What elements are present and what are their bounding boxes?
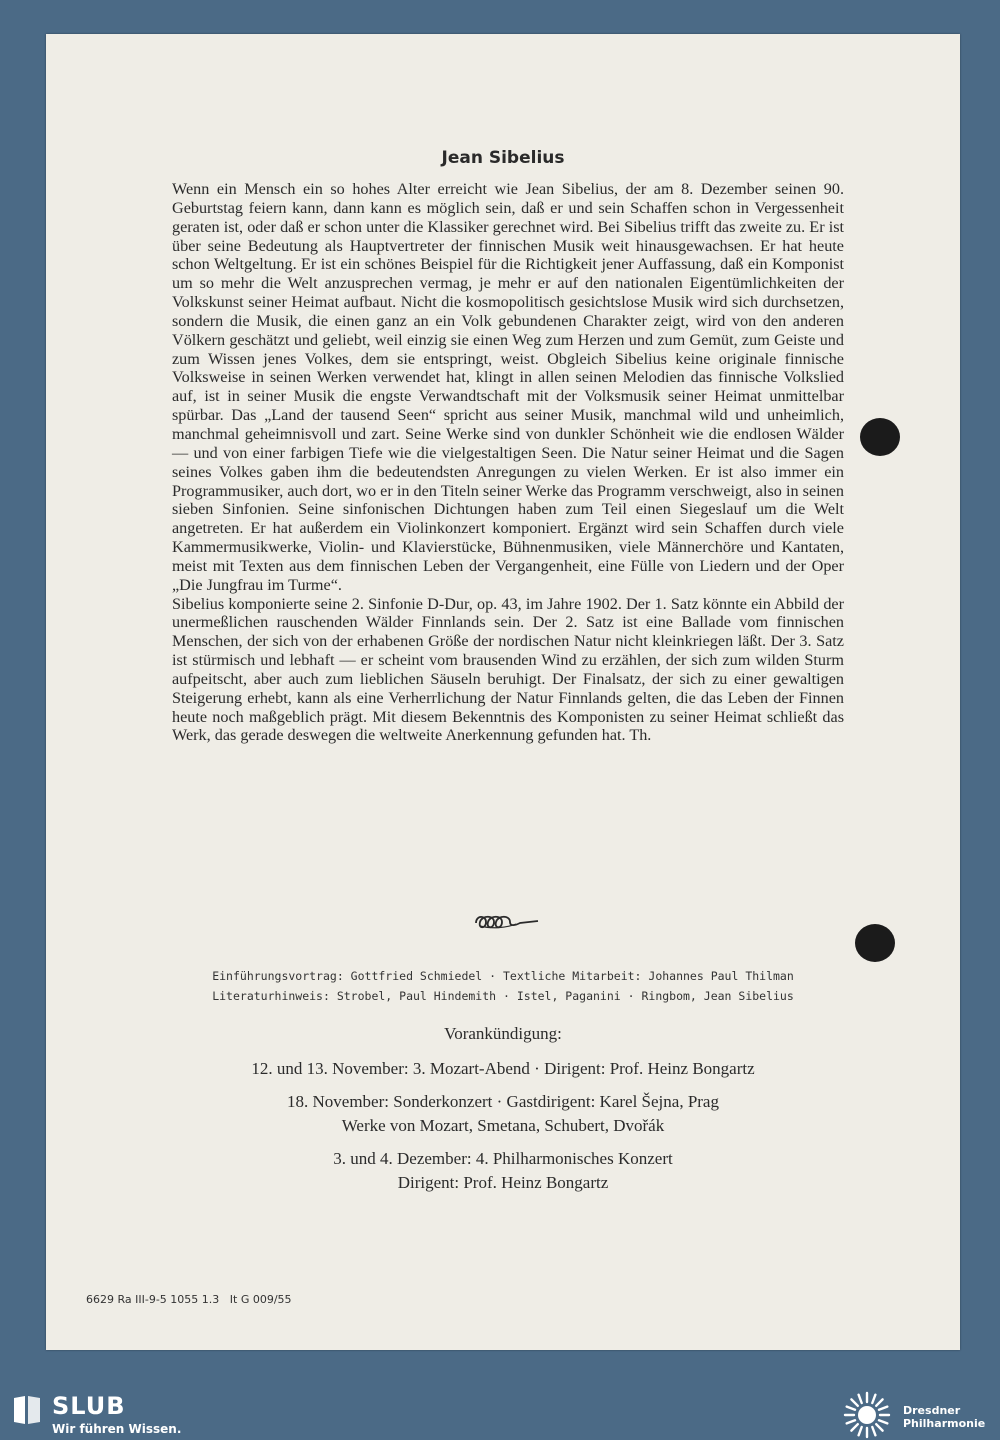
event-line: 12. und 13. November: 3. Mozart-Abend · Dirigent: Prof. Heinz Bongartz	[251, 1059, 755, 1078]
philharmonie-name-line2: Philharmonie	[903, 1417, 986, 1430]
credits	[46, 966, 960, 1006]
announcement-heading: Vorankündigung:	[444, 1024, 562, 1043]
credits-line-lecture: Einführungsvortrag: Gottfried Schmiedel · Textliche Mitarbeit: Johannes Paul Thilman	[212, 969, 794, 983]
paragraph-symphony: Sibelius komponierte seine 2. Sinfonie D-Dur, op. 43, im Jahre 1902. Der 1. Satz könnte ein Abbild der unermeßlichen rauschenden Wälder Finnlands sein. Der 2. Satz ist eine Ballade vom finnischen Menschen, der sich von der erhabenen Größe der nordischen Natur nicht kleinkriegen läßt. Der 3. Satz ist stürmisch und lebhaft — er scheint vom brausenden Wind zu erzählen, der sich zum wilden Sturm aufpeitscht, aber auch zum lieblichen Säuseln beruhigt. Der Finalsatz, der sich zu einer gewaltigen Steigerung erhebt, kann als eine Verherrlichung der Natur Finnlands gelten, die das Leben der Finnen heute noch maßgeblich prägt. Mit diesem Bekenntnis des Komponisten zu seiner Heimat schließt das Werk, das gerade deswegen die weltweite Anerkennung gefunden hat. Th.	[172, 594, 844, 745]
print-code: 6629 Ra III-9-5 1055 1.3 It G 009/55	[86, 1293, 292, 1306]
slub-book-icon	[12, 1394, 42, 1426]
article-body	[172, 180, 844, 745]
event-line: 18. November: Sonderkonzert · Gastdirigent: Karel Šejna, Prag	[287, 1092, 719, 1111]
event-line: 3. und 4. Dezember: 4. Philharmonisches Konzert	[333, 1149, 673, 1168]
philharmonie-logo-icon	[842, 1390, 892, 1440]
slub-name[interactable]: SLUB	[52, 1392, 126, 1420]
slub-tagline: Wir führen Wissen.	[52, 1422, 182, 1436]
event-list	[46, 1057, 960, 1204]
philharmonie-name[interactable]	[903, 1404, 985, 1430]
punch-hole-bottom	[855, 924, 895, 962]
event-line: Dirigent: Prof. Heinz Bongartz	[397, 1173, 609, 1192]
event-line: Werke von Mozart, Smetana, Schubert, Dvořák	[341, 1116, 665, 1135]
paragraph-intro: Wenn ein Mensch ein so hohes Alter erreicht wie Jean Sibelius, der am 8. Dezember seinen 90. Geburtstag feiern kann, dann kann es möglich sein, daß er und sein Schaffen schon in Vergessenheit geraten ist, oder daß er schon unter die Klassiker gerechnet wird. Bei Sibelius trifft das zweite zu. Er ist über seine Bedeutung als Hauptvertreter der finnischen Musik weit hinausgewachsen. Er hat heute schon Weltgeltung. Er ist ein schönes Beispiel für die Richtigkeit jener Auffassung, daß ein Komponist um so mehr die Welt anzusprechen vermag, je mehr er auf den nationalen Eigentümlichkeiten der Volkskunst seiner Heimat aufbaut. Nicht die kosmopolitisch gesichtslose Musik wird sich durchsetzen, sondern die Musik, die einen ganz an ein Volk gebundenen Charakter zeigt, wird von den anderen Völkern geschätzt und geliebt, weil einzig sie einen Weg zum Herzen und zum Gemüt, zum Geiste und zum Wissen jenes Volkes, dem sie entspringt, weist. Obgleich Sibelius keine originale finnische Volksweise in seinen Werken verwendet hat, klingt in allen seinen Melodien das finnische Volkslied auf, ist in seiner Musik die engste Verwandtschaft mit der Volksmusik seiner Heimat unmittelbar spürbar. Das „Land der tausend Seen“ spricht aus seiner Musik, manchmal wild und unheimlich, manchmal geheimnisvoll und zart. Seine Werke sind von dunkler Schönheit wie die endlosen Wälder — und von einer farbigen Tiefe wie die vielgestaltigen Seen. Die Natur seiner Heimat und die Sagen seines Volkes gaben ihm die bedeutendsten Anregungen zu vielen Werken. Er ist also immer ein Programmusiker, auch dort, wo er in den Titeln seiner Werke das Programm verschweigt, also in seinen sieben Sinfonien. Seine sinfonischen Dichtungen haben zum Teil einen Siegeslauf um die Welt angetreten. Er hat außerdem ein Violinkonzert komponiert. Ergänzt wird sein Schaffen durch viele Kammermusikwerke, Violin- und Klavierstücke, Bühnenmusiken, viele Männerchöre und Kantaten, meist mit Texten aus dem finnischen Leben der Vergangenheit, eine Fülle von Liedern und der Oper „Die Jungfrau im Turme“.	[172, 180, 844, 594]
event-item	[46, 1090, 960, 1138]
event-item	[46, 1057, 960, 1081]
footer-bar	[0, 1388, 1000, 1439]
punch-hole-top	[860, 418, 900, 456]
page-title: Jean Sibelius	[441, 148, 565, 168]
event-item	[46, 1147, 960, 1195]
ornament-icon	[472, 909, 542, 935]
philharmonie-name-line1: Dresdner	[903, 1404, 961, 1417]
credits-line-literature: Literaturhinweis: Strobel, Paul Hindemith · Istel, Paganini · Ringbom, Jean Sibelius	[212, 989, 794, 1003]
document-page	[46, 34, 960, 1350]
